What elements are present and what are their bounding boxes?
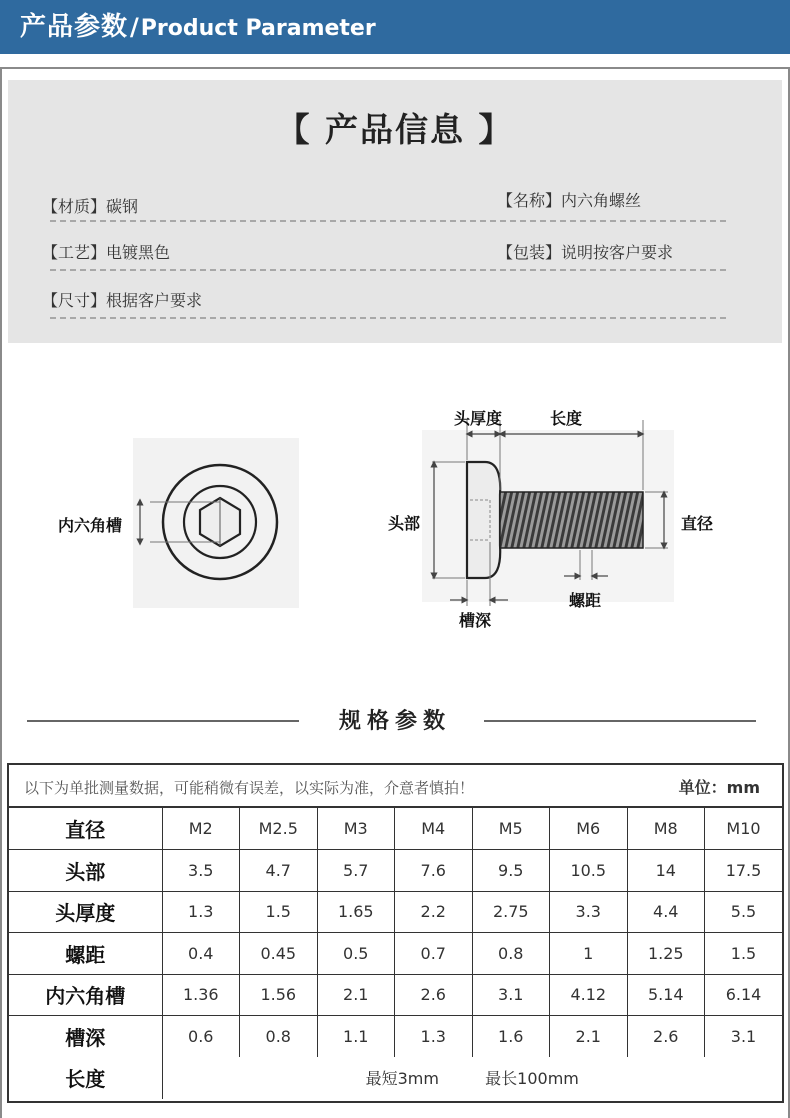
label-diameter: 直径 [681,514,714,533]
table-cell: M2 [162,808,240,850]
table-row [9,933,782,975]
info-packaging: 【包装】说明按客户要求 [497,243,674,262]
table-cell: 5.7 [317,850,395,892]
row-label: 直径 [9,808,162,850]
table-cell: M5 [472,808,550,850]
table-cell: 3.1 [472,974,550,1016]
side-view [422,420,674,606]
length-range-cell [162,1057,782,1099]
table-cell: 1.3 [162,891,240,933]
table-cell: 3.1 [705,1016,783,1058]
label-pitch: 螺距 [569,591,602,610]
table-cell: M6 [550,808,628,850]
table-cell: 14 [627,850,705,892]
table-cell: 4.12 [550,974,628,1016]
table-cell: M10 [705,808,783,850]
table-row-length [9,1057,782,1099]
table-cell: 1.65 [317,891,395,933]
table-cell: 1.6 [472,1016,550,1058]
table-cell: 3.5 [162,850,240,892]
table-row [9,974,782,1016]
title-english: Product Parameter [140,16,376,41]
table-cell: 1.3 [395,1016,473,1058]
spec-table-container [7,763,784,1103]
table-cell: 10.5 [550,850,628,892]
table-cell: 5.14 [627,974,705,1016]
label-socket-depth: 槽深 [459,611,492,630]
table-cell: 0.7 [395,933,473,975]
screw-diagram [0,380,790,640]
table-cell: 1.5 [705,933,783,975]
unit-label: 单位：mm [678,778,760,797]
spec-heading [0,700,790,740]
label-head-thickness: 头厚度 [454,409,503,428]
table-cell: 1.56 [240,974,318,1016]
table-cell: 1.25 [627,933,705,975]
spec-title: 规格参数 [338,709,451,734]
length-max: 最长100mm [485,1069,579,1089]
table-cell: M3 [317,808,395,850]
row-label: 槽深 [9,1016,162,1058]
spec-table [9,808,782,1099]
table-cell: 0.45 [240,933,318,975]
table-cell: 4.7 [240,850,318,892]
table-cell: 9.5 [472,850,550,892]
info-name: 【名称】内六角螺丝 [497,191,642,210]
row-label: 头部 [9,850,162,892]
title-separator: / [130,13,139,41]
measurement-notice: 以下为单批测量数据，可能稍微有误差，以实际为准，介意者慎拍！ [24,779,475,797]
table-row [9,808,782,850]
table-row [9,891,782,933]
table-cell: 2.2 [395,891,473,933]
table-cell: 1.5 [240,891,318,933]
page-title [20,9,376,45]
row-label: 头厚度 [9,891,162,933]
label-head: 头部 [388,514,421,533]
table-cell: 1.1 [317,1016,395,1058]
label-length: 长度 [550,409,583,428]
length-min: 最短3mm [365,1069,439,1089]
table-cell: 1 [550,933,628,975]
table-cell: M8 [627,808,705,850]
table-cell: 0.8 [240,1016,318,1058]
end-view [133,438,299,608]
table-cell: M2.5 [240,808,318,850]
table-cell: 2.1 [317,974,395,1016]
table-cell: 4.4 [627,891,705,933]
product-info-title: 【 产品信息 】 [276,110,514,149]
table-cell: 2.6 [395,974,473,1016]
table-cell: 2.6 [627,1016,705,1058]
label-hex-socket: 内六角槽 [58,516,123,535]
table-cell: 3.3 [550,891,628,933]
table-cell: 17.5 [705,850,783,892]
table-row [9,1016,782,1058]
info-process: 【工艺】电镀黑色 [42,243,171,262]
table-cell: 2.75 [472,891,550,933]
table-cell: 1.36 [162,974,240,1016]
info-size: 【尺寸】根据客户要求 [42,291,203,310]
header-banner [0,0,790,54]
table-cell: M4 [395,808,473,850]
row-label: 内六角槽 [9,974,162,1016]
table-cell: 5.5 [705,891,783,933]
title-chinese: 产品参数 [20,12,129,42]
table-cell: 6.14 [705,974,783,1016]
table-cell: 0.5 [317,933,395,975]
table-cell: 0.8 [472,933,550,975]
table-cell: 2.1 [550,1016,628,1058]
table-cell: 0.4 [162,933,240,975]
table-cell: 7.6 [395,850,473,892]
info-material: 【材质】碳钢 [42,197,139,216]
table-row [9,850,782,892]
row-label: 螺距 [9,933,162,975]
table-cell: 0.6 [162,1016,240,1058]
row-label: 长度 [9,1057,162,1099]
notice-bar [9,765,782,808]
